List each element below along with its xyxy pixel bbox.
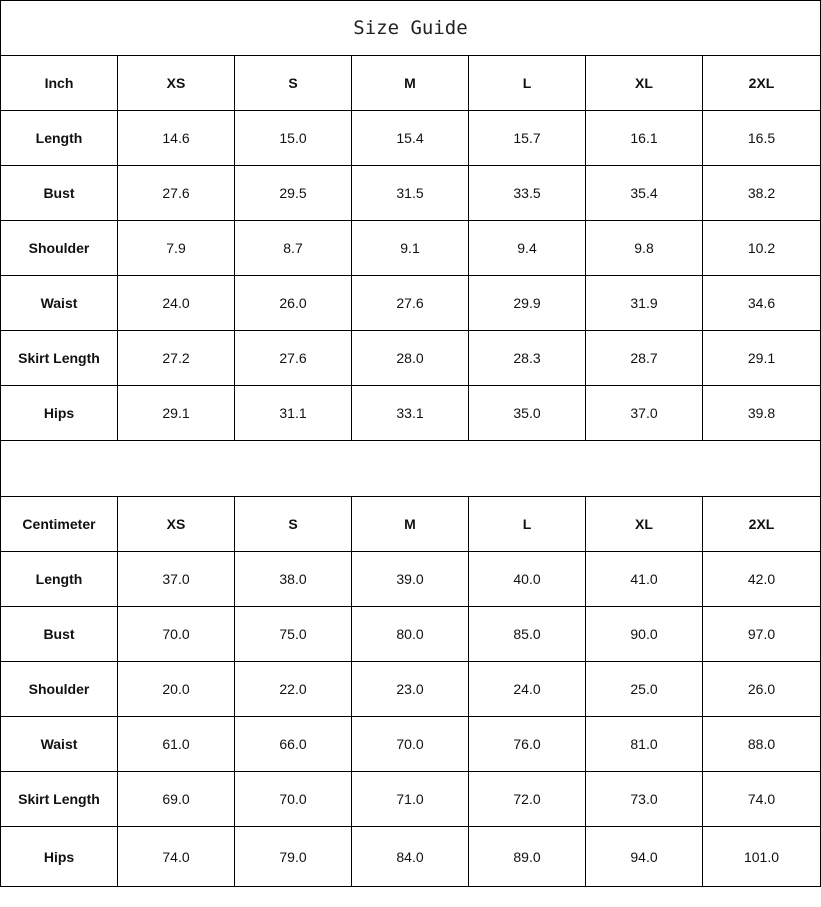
table-row — [1, 607, 821, 662]
size-header: XS — [118, 56, 235, 111]
table-row — [1, 166, 821, 221]
size-header: 2XL — [703, 56, 821, 111]
size-header: S — [235, 497, 352, 552]
measurement-value: 9.1 — [352, 221, 469, 276]
size-header: S — [235, 56, 352, 111]
measurement-value: 74.0 — [118, 827, 235, 887]
centimeter-table-body — [1, 552, 821, 887]
measurement-value: 29.5 — [235, 166, 352, 221]
measurement-value: 20.0 — [118, 662, 235, 717]
measurement-value: 37.0 — [118, 552, 235, 607]
measurement-value: 10.2 — [703, 221, 821, 276]
measurement-label: Hips — [1, 386, 118, 441]
measurement-value: 29.1 — [703, 331, 821, 386]
measurement-value: 33.1 — [352, 386, 469, 441]
measurement-label: Bust — [1, 166, 118, 221]
measurement-value: 70.0 — [118, 607, 235, 662]
measurement-label: Shoulder — [1, 662, 118, 717]
measurement-value: 80.0 — [352, 607, 469, 662]
measurement-value: 74.0 — [703, 772, 821, 827]
measurement-value: 89.0 — [469, 827, 586, 887]
measurement-value: 101.0 — [703, 827, 821, 887]
table-row — [1, 111, 821, 166]
size-header: M — [352, 497, 469, 552]
measurement-value: 31.1 — [235, 386, 352, 441]
measurement-value: 39.0 — [352, 552, 469, 607]
inch-table-body — [1, 111, 821, 441]
measurement-value: 76.0 — [469, 717, 586, 772]
measurement-value: 85.0 — [469, 607, 586, 662]
spacer-row — [1, 441, 821, 497]
measurement-label: Length — [1, 111, 118, 166]
measurement-value: 35.4 — [586, 166, 703, 221]
measurement-value: 25.0 — [586, 662, 703, 717]
measurement-value: 35.0 — [469, 386, 586, 441]
size-header: L — [469, 56, 586, 111]
measurement-value: 29.1 — [118, 386, 235, 441]
measurement-value: 70.0 — [352, 717, 469, 772]
size-header: 2XL — [703, 497, 821, 552]
measurement-value: 9.8 — [586, 221, 703, 276]
measurement-value: 33.5 — [469, 166, 586, 221]
measurement-value: 40.0 — [469, 552, 586, 607]
measurement-value: 31.9 — [586, 276, 703, 331]
measurement-value: 15.4 — [352, 111, 469, 166]
measurement-value: 75.0 — [235, 607, 352, 662]
measurement-label: Waist — [1, 717, 118, 772]
inch-header-row — [1, 56, 821, 111]
measurement-value: 23.0 — [352, 662, 469, 717]
size-header: XL — [586, 56, 703, 111]
measurement-value: 81.0 — [586, 717, 703, 772]
measurement-value: 69.0 — [118, 772, 235, 827]
measurement-value: 9.4 — [469, 221, 586, 276]
table-row — [1, 386, 821, 441]
spacer-cell — [1, 441, 821, 497]
measurement-value: 73.0 — [586, 772, 703, 827]
measurement-value: 7.9 — [118, 221, 235, 276]
measurement-value: 14.6 — [118, 111, 235, 166]
measurement-value: 27.6 — [352, 276, 469, 331]
measurement-value: 71.0 — [352, 772, 469, 827]
measurement-label: Bust — [1, 607, 118, 662]
measurement-value: 28.7 — [586, 331, 703, 386]
measurement-value: 70.0 — [235, 772, 352, 827]
measurement-value: 31.5 — [352, 166, 469, 221]
measurement-value: 28.3 — [469, 331, 586, 386]
measurement-value: 97.0 — [703, 607, 821, 662]
size-header: L — [469, 497, 586, 552]
measurement-value: 38.2 — [703, 166, 821, 221]
measurement-value: 34.6 — [703, 276, 821, 331]
measurement-value: 22.0 — [235, 662, 352, 717]
measurement-label: Skirt Length — [1, 772, 118, 827]
centimeter-unit-label: Centimeter — [1, 497, 118, 552]
table-row — [1, 552, 821, 607]
measurement-value: 42.0 — [703, 552, 821, 607]
measurement-value: 94.0 — [586, 827, 703, 887]
table-row — [1, 662, 821, 717]
size-header: XS — [118, 497, 235, 552]
measurement-value: 39.8 — [703, 386, 821, 441]
table-row — [1, 772, 821, 827]
measurement-value: 24.0 — [469, 662, 586, 717]
table-row — [1, 717, 821, 772]
size-header: XL — [586, 497, 703, 552]
measurement-value: 37.0 — [586, 386, 703, 441]
measurement-value: 24.0 — [118, 276, 235, 331]
measurement-value: 27.6 — [235, 331, 352, 386]
table-row — [1, 331, 821, 386]
measurement-label: Length — [1, 552, 118, 607]
measurement-value: 15.7 — [469, 111, 586, 166]
measurement-value: 16.5 — [703, 111, 821, 166]
measurement-value: 72.0 — [469, 772, 586, 827]
title-row — [1, 1, 821, 56]
measurement-value: 79.0 — [235, 827, 352, 887]
measurement-value: 66.0 — [235, 717, 352, 772]
centimeter-header-row — [1, 497, 821, 552]
measurement-label: Skirt Length — [1, 331, 118, 386]
measurement-value: 16.1 — [586, 111, 703, 166]
measurement-value: 8.7 — [235, 221, 352, 276]
measurement-value: 84.0 — [352, 827, 469, 887]
size-header: M — [352, 56, 469, 111]
table-row — [1, 827, 821, 887]
measurement-value: 38.0 — [235, 552, 352, 607]
measurement-value: 27.2 — [118, 331, 235, 386]
measurement-value: 15.0 — [235, 111, 352, 166]
measurement-value: 28.0 — [352, 331, 469, 386]
measurement-value: 27.6 — [118, 166, 235, 221]
measurement-label: Waist — [1, 276, 118, 331]
measurement-value: 90.0 — [586, 607, 703, 662]
table-row — [1, 276, 821, 331]
measurement-value: 26.0 — [703, 662, 821, 717]
measurement-value: 26.0 — [235, 276, 352, 331]
measurement-value: 61.0 — [118, 717, 235, 772]
page-title: Size Guide — [1, 1, 821, 56]
measurement-value: 41.0 — [586, 552, 703, 607]
measurement-label: Shoulder — [1, 221, 118, 276]
measurement-label: Hips — [1, 827, 118, 887]
table-row — [1, 221, 821, 276]
measurement-value: 88.0 — [703, 717, 821, 772]
measurement-value: 29.9 — [469, 276, 586, 331]
inch-unit-label: Inch — [1, 56, 118, 111]
